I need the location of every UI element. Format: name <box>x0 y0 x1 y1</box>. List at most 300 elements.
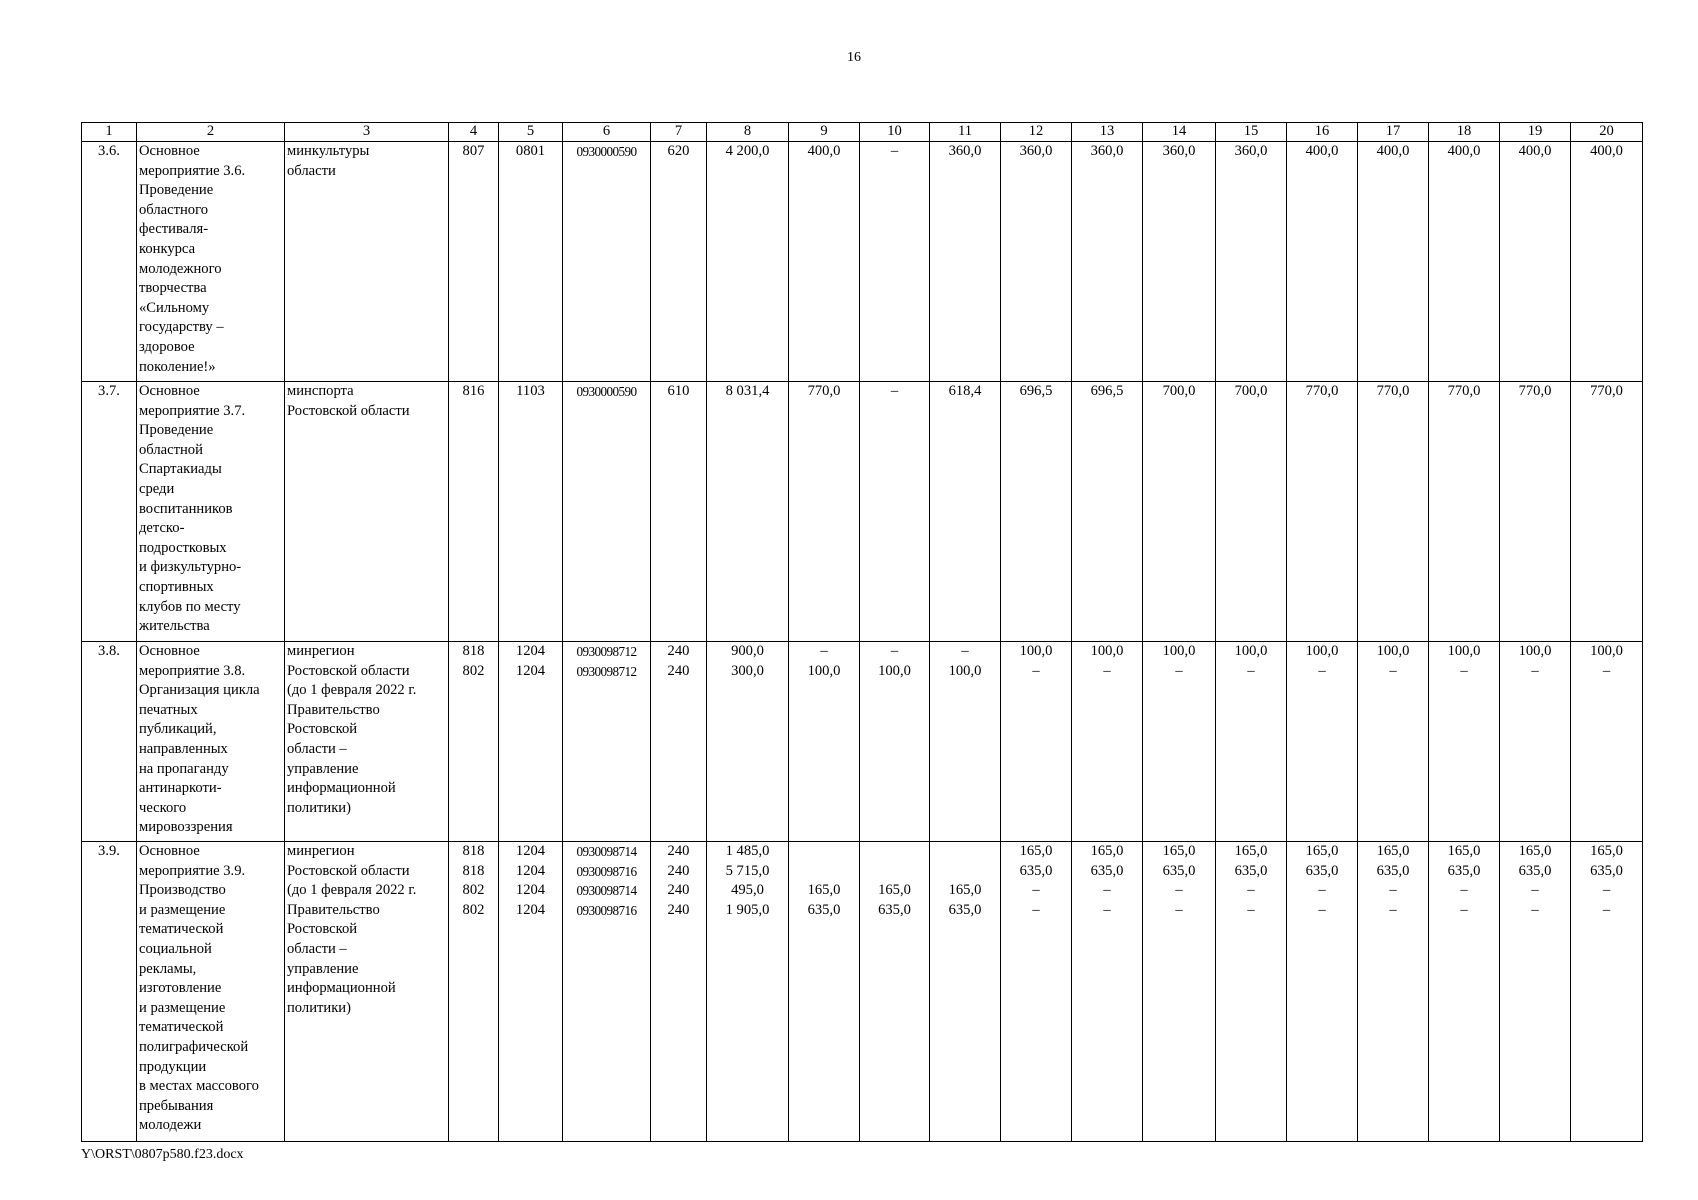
value-cell-c10 <box>860 382 930 642</box>
executor-line: Правительство <box>287 901 380 918</box>
executor-line: минкультуры <box>287 143 370 159</box>
value-cell-c10-line: – <box>890 143 899 159</box>
activity-name-line: социальной <box>139 940 212 957</box>
activity-name-line: среди <box>139 480 175 497</box>
activity-name-line: пребывания <box>139 1097 214 1114</box>
column-header-20: 20 <box>1571 123 1643 142</box>
activity-name-line: поколение!» <box>139 358 216 375</box>
target-article-code-line: 0930098714 <box>576 883 637 899</box>
value-cell-c10-line: 100,0 <box>878 662 911 679</box>
value-cell-c17 <box>1358 142 1429 382</box>
ministry-code <box>449 842 499 1142</box>
ministry-code <box>449 642 499 842</box>
value-cell-c19 <box>1500 142 1571 382</box>
value-cell-c18-line: 100,0 <box>1447 643 1481 659</box>
section-code <box>499 642 563 842</box>
value-cell-c11 <box>930 142 1001 382</box>
activity-name <box>137 642 285 842</box>
value-cell-c13-line: – <box>1103 662 1111 679</box>
target-article-code-line: 0930098712 <box>576 644 637 659</box>
value-cell-c20 <box>1571 842 1643 1142</box>
executor-line: области – <box>287 740 347 757</box>
expense-type-code-line: 240 <box>667 662 690 679</box>
value-cell-c10-line: – <box>890 643 899 659</box>
value-cell-c17 <box>1358 642 1429 842</box>
value-cell-c17-line: – <box>1389 901 1397 918</box>
value-cell-c10 <box>860 642 930 842</box>
value-cell-c20 <box>1571 142 1643 382</box>
row-number: 3.6. <box>82 142 137 382</box>
page-number: 16 <box>847 50 861 65</box>
value-cell-c19-line: 165,0 <box>1518 843 1552 859</box>
activity-name-line: здоровое <box>139 338 195 355</box>
value-cell-c12-line: 165,0 <box>1019 843 1053 859</box>
value-cell-c14-line: 100,0 <box>1162 643 1196 659</box>
activity-name-line: воспитанников <box>139 500 233 517</box>
executor-line: информационной <box>287 780 396 797</box>
executor-line: Ростовской <box>287 721 358 738</box>
column-header-12: 12 <box>1001 123 1072 142</box>
row-number: 3.8. <box>82 642 137 842</box>
value-cell-c14-line: 700,0 <box>1162 383 1196 399</box>
column-header-11: 11 <box>930 123 1001 142</box>
value-cell-c12 <box>1001 642 1072 842</box>
value-cell-c18 <box>1429 842 1500 1142</box>
activity-name-line: областной <box>139 441 203 458</box>
column-header-13: 13 <box>1072 123 1143 142</box>
value-cell-c10-line: 635,0 <box>878 901 911 918</box>
activity-name-line: рекламы, <box>139 960 197 977</box>
value-cell-c20-line: 770,0 <box>1590 383 1623 399</box>
column-header-6: 6 <box>563 123 651 142</box>
value-cell-c15-line: – <box>1247 882 1255 899</box>
value-cell-c15 <box>1216 842 1287 1142</box>
activity-name <box>137 142 285 382</box>
value-cell-c9-line <box>791 862 857 882</box>
row-number: 3.7. <box>82 382 137 642</box>
value-cell-c11 <box>930 842 1001 1142</box>
column-header-16: 16 <box>1287 123 1358 142</box>
activity-name-line: на пропаганду <box>139 760 229 777</box>
activity-name-line: «Сильному <box>139 299 210 316</box>
executor <box>285 382 449 642</box>
value-cell-c11-line: 618,4 <box>948 383 982 399</box>
section-code-line: 1204 <box>515 643 546 659</box>
value-cell-c12-line: 635,0 <box>1019 862 1053 879</box>
value-cell-c14-line: 635,0 <box>1162 862 1196 879</box>
value-cell-c16-line: 400,0 <box>1305 143 1339 159</box>
activity-name-line: Организация цикла <box>139 682 260 699</box>
activity-name-line: публикаций, <box>139 721 217 738</box>
value-cell-c12-line: 696,5 <box>1019 383 1053 399</box>
activity-name-line: антинаркоти- <box>139 780 222 797</box>
executor-line: Ростовской области <box>287 662 410 679</box>
ministry-code <box>449 382 499 642</box>
activity-name-line: молодежи <box>139 1117 202 1134</box>
activity-name-line: мероприятие 3.8. <box>139 662 246 679</box>
value-cell-c13-line: 696,5 <box>1090 383 1124 399</box>
value-cell-c14 <box>1143 642 1216 842</box>
section-code-line: 1204 <box>515 662 546 679</box>
executor-line: Ростовской области <box>287 402 410 419</box>
value-cell-c12 <box>1001 142 1072 382</box>
activity-name-line: государству – <box>139 319 224 336</box>
value-cell-c18 <box>1429 382 1500 642</box>
value-cell-c18-line: 165,0 <box>1447 843 1481 859</box>
column-header-5: 5 <box>499 123 563 142</box>
target-article-code-line: 0930098714 <box>576 844 637 859</box>
executor-line: управление <box>287 760 359 777</box>
value-cell-c11-line: – <box>961 643 969 659</box>
value-cell-c15-line: 635,0 <box>1234 862 1268 879</box>
ministry-code <box>449 142 499 382</box>
value-cell-c12-line: 100,0 <box>1019 643 1053 659</box>
column-header-4: 4 <box>449 123 499 142</box>
section-code-line: 1204 <box>515 882 546 899</box>
activity-name-line: печатных <box>139 701 198 718</box>
value-cell-c15-line: – <box>1247 901 1255 918</box>
section-code-line: 0801 <box>515 143 546 159</box>
value-cell-c9 <box>789 842 860 1142</box>
value-cell-c19-line: – <box>1531 662 1539 679</box>
section-code-line: 1204 <box>515 901 546 918</box>
value-cell-c17 <box>1358 842 1429 1142</box>
value-cell-c18 <box>1429 142 1500 382</box>
total-amount-line: 1 905,0 <box>725 901 770 918</box>
footer-file-path: Y\ORST\0807p580.f23.docx <box>81 1147 244 1162</box>
value-cell-c11-line: 100,0 <box>948 662 982 679</box>
value-cell-c10-line <box>862 842 927 862</box>
column-header-8: 8 <box>707 123 789 142</box>
value-cell-c12 <box>1001 382 1072 642</box>
activity-name-line: творчества <box>139 280 207 297</box>
total-amount <box>707 642 789 842</box>
value-cell-c10 <box>860 842 930 1142</box>
header-row <box>82 123 1643 142</box>
total-amount <box>707 382 789 642</box>
target-article-code <box>563 642 651 842</box>
total-amount-line: 8 031,4 <box>725 383 770 399</box>
column-header-19: 19 <box>1500 123 1571 142</box>
activity-name-line: фестиваля- <box>139 221 209 238</box>
activity-name-line: изготовление <box>139 980 222 997</box>
value-cell-c16 <box>1287 142 1358 382</box>
target-article-code <box>563 142 651 382</box>
value-cell-c11-line <box>932 862 998 882</box>
activity-name-line: Проведение <box>139 182 214 199</box>
activity-name-line: молодежного <box>139 260 222 277</box>
value-cell-c11-line: 635,0 <box>948 901 982 918</box>
table-row <box>82 382 1643 642</box>
value-cell-c14 <box>1143 142 1216 382</box>
target-article-code-line: 0930098716 <box>576 902 637 918</box>
executor-line: (до 1 февраля 2022 г. <box>287 882 417 899</box>
value-cell-c20-line: – <box>1602 901 1611 918</box>
expense-type-code-line: 620 <box>667 143 690 159</box>
executor-line: Ростовской области <box>287 862 410 879</box>
table-row <box>82 642 1643 842</box>
expense-type-code-line: 240 <box>667 643 690 659</box>
value-cell-c18-line: – <box>1460 662 1468 679</box>
value-cell-c16 <box>1287 642 1358 842</box>
total-amount <box>707 842 789 1142</box>
activity-name-line: направленных <box>139 740 228 757</box>
column-header-15: 15 <box>1216 123 1287 142</box>
value-cell-c13 <box>1072 382 1143 642</box>
value-cell-c13 <box>1072 642 1143 842</box>
executor-line: минспорта <box>287 383 354 399</box>
section-code-line: 1103 <box>516 383 545 399</box>
column-header-3: 3 <box>285 123 449 142</box>
ministry-code-line: 818 <box>462 843 485 859</box>
ministry-code-line: 818 <box>462 643 485 659</box>
column-header-1: 1 <box>82 123 137 142</box>
expense-type-code <box>651 382 707 642</box>
value-cell-c13-line: 360,0 <box>1090 143 1124 159</box>
value-cell-c13-line: – <box>1103 901 1111 918</box>
section-code <box>499 842 563 1142</box>
value-cell-c19-line: – <box>1531 901 1539 918</box>
value-cell-c14-line: 360,0 <box>1162 143 1196 159</box>
expense-type-code-line: 240 <box>667 862 690 879</box>
activity-name-line: в местах массового <box>139 1078 259 1095</box>
activity-name-line: и размещение <box>139 901 226 918</box>
activity-name-line: подростковых <box>139 539 227 556</box>
value-cell-c9-line <box>791 842 857 862</box>
activity-name-line: полиграфической <box>139 1038 249 1055</box>
value-cell-c11 <box>930 642 1001 842</box>
total-amount-line: 1 485,0 <box>725 843 770 859</box>
ministry-code-line: 802 <box>462 901 485 918</box>
budget-table <box>81 122 1643 1142</box>
activity-name-line: конкурса <box>139 240 196 257</box>
executor <box>285 842 449 1142</box>
ministry-code-line: 802 <box>462 662 485 679</box>
activity-name-line: Основное <box>139 383 200 399</box>
target-article-code-line: 0930000590 <box>576 384 637 399</box>
value-cell-c11-line <box>932 842 998 862</box>
value-cell-c9-line: 400,0 <box>807 143 841 159</box>
value-cell-c19 <box>1500 642 1571 842</box>
value-cell-c17-line: – <box>1389 662 1397 679</box>
value-cell-c20-line: 400,0 <box>1590 143 1623 159</box>
target-article-code <box>563 382 651 642</box>
value-cell-c17-line: 400,0 <box>1376 143 1410 159</box>
column-header-10: 10 <box>860 123 930 142</box>
activity-name-line: жительства <box>139 618 210 635</box>
activity-name-line: Проведение <box>139 422 214 439</box>
expense-type-code-line: 610 <box>667 383 690 399</box>
executor-line: Ростовской <box>287 921 358 938</box>
row-number: 3.9. <box>82 842 137 1142</box>
column-header-17: 17 <box>1358 123 1429 142</box>
value-cell-c18-line: 635,0 <box>1447 862 1481 879</box>
activity-name-line: тематической <box>139 1019 224 1036</box>
value-cell-c18-line: – <box>1460 901 1468 918</box>
activity-name-line: Основное <box>139 643 200 659</box>
value-cell-c17-line: 770,0 <box>1376 383 1410 399</box>
value-cell-c16-line: – <box>1318 901 1326 918</box>
total-amount-line: 495,0 <box>731 882 764 899</box>
expense-type-code <box>651 842 707 1142</box>
activity-name <box>137 842 285 1142</box>
activity-name-line: Основное <box>139 143 200 159</box>
activity-name-line: мировоззрения <box>139 819 233 836</box>
ministry-code-line: 818 <box>462 862 485 879</box>
total-amount-line: 900,0 <box>731 643 764 659</box>
activity-name-line: мероприятие 3.6. <box>139 162 246 179</box>
value-cell-c9 <box>789 142 860 382</box>
activity-name <box>137 382 285 642</box>
value-cell-c15 <box>1216 142 1287 382</box>
value-cell-c20 <box>1571 642 1643 842</box>
value-cell-c15-line: 700,0 <box>1234 383 1268 399</box>
value-cell-c13-line: 635,0 <box>1090 862 1124 879</box>
value-cell-c9 <box>789 642 860 842</box>
value-cell-c16 <box>1287 842 1358 1142</box>
activity-name-line: ческого <box>139 799 187 816</box>
value-cell-c20-line: – <box>1602 882 1611 899</box>
activity-name-line: Спартакиады <box>139 461 222 478</box>
executor-line: Правительство <box>287 701 380 718</box>
value-cell-c11 <box>930 382 1001 642</box>
value-cell-c12-line: – <box>1032 901 1040 918</box>
value-cell-c12-line: 360,0 <box>1019 143 1053 159</box>
column-header-14: 14 <box>1143 123 1216 142</box>
value-cell-c18-line: 770,0 <box>1447 383 1481 399</box>
value-cell-c12-line: – <box>1032 882 1040 899</box>
executor <box>285 142 449 382</box>
value-cell-c15 <box>1216 382 1287 642</box>
value-cell-c16-line: 770,0 <box>1305 383 1339 399</box>
activity-name-line: мероприятие 3.9. <box>139 862 246 879</box>
value-cell-c14 <box>1143 382 1216 642</box>
value-cell-c14-line: – <box>1175 662 1183 679</box>
expense-type-code <box>651 142 707 382</box>
value-cell-c17-line: – <box>1389 882 1397 899</box>
executor-line: (до 1 февраля 2022 г. <box>287 682 417 699</box>
activity-name-line: и размещение <box>139 999 226 1016</box>
target-article-code-line: 0930098712 <box>576 663 637 679</box>
value-cell-c14-line: 165,0 <box>1162 843 1196 859</box>
value-cell-c19-line: 770,0 <box>1518 383 1552 399</box>
value-cell-c10 <box>860 142 930 382</box>
activity-name-line: областного <box>139 201 208 218</box>
expense-type-code-line: 240 <box>667 843 690 859</box>
value-cell-c9-line: 635,0 <box>807 901 841 918</box>
section-code-line: 1204 <box>515 843 546 859</box>
value-cell-c9-line: 770,0 <box>807 383 841 399</box>
value-cell-c16-line: 635,0 <box>1305 862 1339 879</box>
column-header-9: 9 <box>789 123 860 142</box>
value-cell-c15-line: 360,0 <box>1234 143 1268 159</box>
value-cell-c9-line: – <box>820 643 828 659</box>
value-cell-c18-line: – <box>1460 882 1468 899</box>
column-header-18: 18 <box>1429 123 1500 142</box>
value-cell-c12 <box>1001 842 1072 1142</box>
value-cell-c15-line: 100,0 <box>1234 643 1268 659</box>
activity-name-line: клубов по месту <box>139 598 241 615</box>
value-cell-c15-line: – <box>1247 662 1255 679</box>
executor-line: политики) <box>287 799 351 816</box>
target-article-code <box>563 842 651 1142</box>
value-cell-c19-line: – <box>1531 882 1539 899</box>
value-cell-c19 <box>1500 382 1571 642</box>
value-cell-c19-line: 635,0 <box>1518 862 1552 879</box>
value-cell-c16-line: – <box>1318 882 1326 899</box>
total-amount-line: 4 200,0 <box>725 143 770 159</box>
executor-line: политики) <box>287 999 351 1016</box>
value-cell-c15-line: 165,0 <box>1234 843 1268 859</box>
value-cell-c14-line: – <box>1175 882 1183 899</box>
activity-name-line: тематической <box>139 921 224 938</box>
activity-name-line: спортивных <box>139 578 214 595</box>
value-cell-c16-line: – <box>1318 662 1326 679</box>
section-code <box>499 382 563 642</box>
activity-name-line: детско- <box>139 520 185 537</box>
executor <box>285 642 449 842</box>
value-cell-c14-line: – <box>1175 901 1183 918</box>
executor-line: управление <box>287 960 359 977</box>
executor-line: минрегион <box>287 843 355 859</box>
ministry-code-line: 807 <box>462 143 485 159</box>
value-cell-c9 <box>789 382 860 642</box>
value-cell-c18 <box>1429 642 1500 842</box>
value-cell-c15 <box>1216 642 1287 842</box>
ministry-code-line: 802 <box>462 882 485 899</box>
value-cell-c11-line: 360,0 <box>948 143 982 159</box>
value-cell-c16-line: 100,0 <box>1305 643 1339 659</box>
table-row <box>82 142 1643 382</box>
value-cell-c19-line: 400,0 <box>1518 143 1552 159</box>
value-cell-c20-line: – <box>1602 662 1611 679</box>
table-row <box>82 842 1643 1142</box>
value-cell-c17-line: 100,0 <box>1376 643 1410 659</box>
value-cell-c17-line: 635,0 <box>1376 862 1410 879</box>
value-cell-c12-line: – <box>1032 662 1040 679</box>
value-cell-c20 <box>1571 382 1643 642</box>
value-cell-c16-line: 165,0 <box>1305 843 1339 859</box>
expense-type-code-line: 240 <box>667 901 690 918</box>
value-cell-c11-line: 165,0 <box>948 882 982 899</box>
value-cell-c13 <box>1072 142 1143 382</box>
section-code-line: 1204 <box>515 862 546 879</box>
value-cell-c13-line: – <box>1103 882 1111 899</box>
column-header-7: 7 <box>651 123 707 142</box>
value-cell-c9-line: 100,0 <box>807 662 841 679</box>
value-cell-c10-line <box>862 862 927 882</box>
activity-name-line: продукции <box>139 1058 207 1075</box>
value-cell-c10-line: – <box>890 383 899 399</box>
value-cell-c13-line: 100,0 <box>1090 643 1124 659</box>
executor-line: области <box>287 162 336 179</box>
activity-name-line: мероприятие 3.7. <box>139 402 246 419</box>
target-article-code-line: 0930098716 <box>576 863 637 879</box>
value-cell-c9-line: 165,0 <box>807 882 841 899</box>
total-amount <box>707 142 789 382</box>
column-header-2: 2 <box>137 123 285 142</box>
value-cell-c17-line: 165,0 <box>1376 843 1410 859</box>
total-amount-line: 300,0 <box>731 662 764 679</box>
value-cell-c13 <box>1072 842 1143 1142</box>
executor-line: информационной <box>287 980 396 997</box>
expense-type-code-line: 240 <box>667 882 690 899</box>
value-cell-c10-line: 165,0 <box>878 882 911 899</box>
ministry-code-line: 816 <box>462 383 485 399</box>
executor-line: области – <box>287 940 347 957</box>
section-code <box>499 142 563 382</box>
value-cell-c19 <box>1500 842 1571 1142</box>
